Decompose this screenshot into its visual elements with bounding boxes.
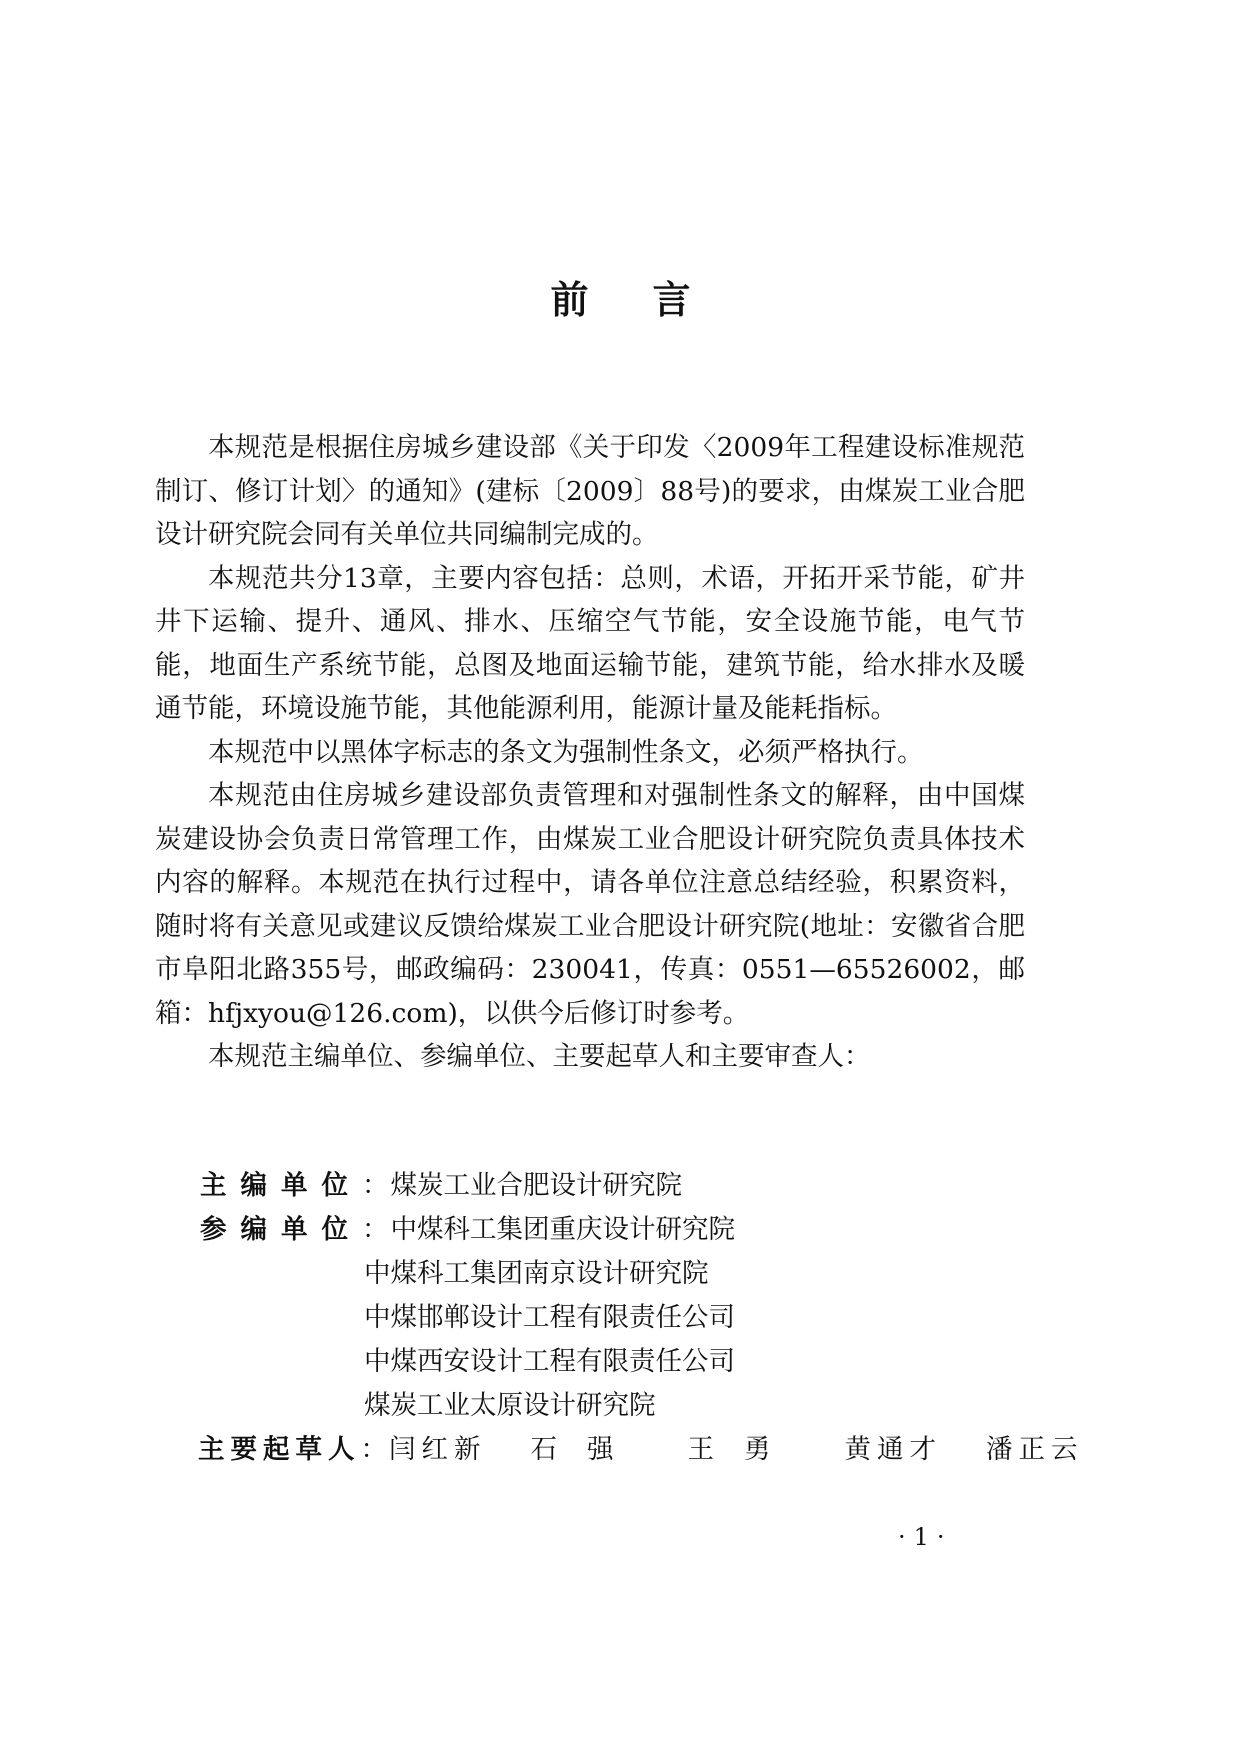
- page-title: 前言: [550, 278, 755, 322]
- drafters-row: [198, 1428, 1084, 1472]
- participant-name: 中煤西安设计工程有限责任公司: [364, 1346, 735, 1377]
- drafters-separator: ：: [360, 1434, 387, 1465]
- chief-editor-separator: ：: [362, 1170, 389, 1201]
- drafters-label: 主要起草人: [198, 1434, 361, 1465]
- participants-label: 参编单位: [200, 1214, 362, 1245]
- chief-editor-label: 主编单位: [200, 1170, 362, 1201]
- paragraph-basis: 本规范是根据住房城乡建设部《关于印发〈2009年工程建设标准规范制订、修订计划〉的通知》(建标〔2009〕88号)的要求，由煤炭工业合肥设计研究院会同有关单位共同编制完成的。: [155, 432, 1025, 550]
- participant-name: 煤炭工业太原设计研究院: [364, 1390, 656, 1421]
- participant-name: 中煤科工集团南京设计研究院: [364, 1258, 709, 1289]
- chief-editor-name: 煤炭工业合肥设计研究院: [390, 1170, 682, 1201]
- chief-editor-row: [200, 1164, 1020, 1208]
- preface-body: [155, 426, 1025, 1079]
- participants-separator: ：: [362, 1214, 389, 1245]
- drafter-name: 石强: [530, 1434, 644, 1465]
- drafter-name: 闫红新: [389, 1434, 487, 1465]
- participant-row: [200, 1252, 1020, 1296]
- drafter-name: 黄通才: [844, 1434, 942, 1465]
- paragraph-management: 本规范由住房城乡建设部负责管理和对强制性条文的解释，由中国煤炭建设协会负责日常管理工作，由煤炭工业合肥设计研究院负责具体技术内容的解释。本规范在执行过程中，请各单位注意总结经验，积累资料，随时将有关意见或建议反馈给煤炭工业合肥设计研究院(地址：安徽省合肥市阜阳北路355号，邮政编码：230041，传真：0551—65526002，邮箱：hfjxyou@126.com)，以供今后修订时参考。: [155, 780, 1025, 1029]
- drafters-names: [389, 1428, 1084, 1472]
- paragraph-participants-intro: 本规范主编单位、参编单位、主要起草人和主要审查人：: [208, 1041, 871, 1072]
- participant-name: 中煤邯郸设计工程有限责任公司: [364, 1302, 735, 1333]
- paragraph-contents: 本规范共分13章，主要内容包括：总则，术语，开拓开采节能，矿井井下运输、提升、通风、排水、压缩空气节能，安全设施节能，电气节能，地面生产系统节能，总图及地面运输节能，建筑节能，给水排水及暖通节能，环境设施节能，其他能源利用，能源计量及能耗指标。: [155, 562, 1025, 724]
- participants-list: [198, 1164, 1084, 1472]
- participant-row: [200, 1208, 1020, 1252]
- paragraph-mandatory: 本规范中以黑体字标志的条文为强制性条文，必须严格执行。: [208, 736, 924, 768]
- page-number: ·1·: [898, 1523, 953, 1551]
- participant-name: 中煤科工集团重庆设计研究院: [390, 1214, 735, 1245]
- participant-row: [200, 1296, 1020, 1340]
- drafter-name: 潘正云: [986, 1434, 1084, 1465]
- participant-row: [200, 1384, 1020, 1428]
- participant-row: [200, 1340, 1020, 1384]
- drafter-name: 王勇: [687, 1434, 801, 1465]
